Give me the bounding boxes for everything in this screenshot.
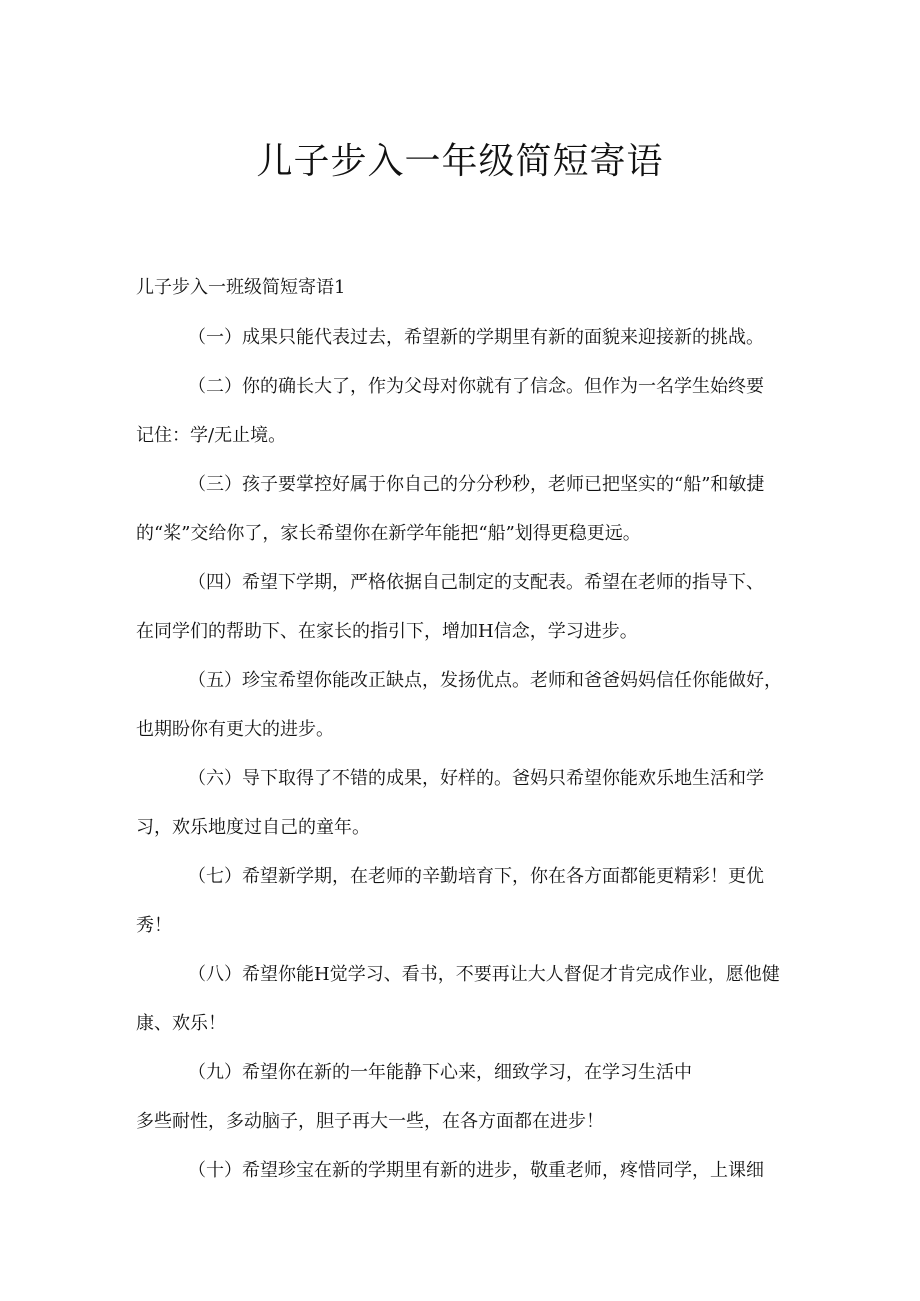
paragraph-line: （七）希望新学期，在老师的辛勤培育下，你在各方面都能更精彩！更优 (188, 866, 764, 887)
paragraph-line: 习，欢乐地度过自己的童年。 (136, 817, 370, 838)
paragraph-line: （一）成果只能代表过去，希望新的学期里有新的面貌来迎接新的挑战。 (188, 327, 764, 348)
paragraph-line: 的“桨”交给你了，家长希望你在新学年能把“船”划得更稳更远。 (136, 523, 641, 544)
paragraph-line: 记住：学/无止境。 (136, 425, 287, 446)
paragraph-line: （二）你的确长大了，作为父母对你就有了信念。但作为一名学生始终要 (188, 376, 764, 397)
paragraph-line: （九）希望你在新的一年能静下心来，细致学习，在学习生活中 (188, 1062, 692, 1083)
paragraph-line: （十）希望珍宝在新的学期里有新的进步，敬重老师，疼惜同学，上课细 (188, 1160, 764, 1181)
paragraph-line: 多些耐性，多动脑子，胆子再大一些，在各方面都在进步！ (136, 1111, 604, 1132)
paragraph-line: 在同学们的帮助下、在家长的指引下，增加H信念，学习进步。 (136, 621, 638, 642)
paragraph-line: （三）孩子要掌控好属于你自己的分分秒秒，老师已把坚实的“船”和敏捷 (188, 474, 765, 495)
paragraph-line: （五）珍宝希望你能改正缺点，发扬优点。老师和爸爸妈妈信任你能做好， (188, 670, 782, 691)
paragraph-line: （六）导下取得了不错的成果，好样的。爸妈只希望你能欢乐地生活和学 (188, 768, 764, 789)
paragraph-line: 也期盼你有更大的进步。 (136, 719, 334, 740)
paragraph-line: 康、欢乐！ (136, 1013, 226, 1034)
page-title: 儿子步入一年级简短寄语 (256, 141, 664, 182)
section-heading: 儿子步入一班级简短寄语1 (136, 277, 346, 298)
paragraph-line: （八）希望你能H觉学习、看书，不要再让大人督促才肯完成作业，愿他健 (188, 964, 780, 985)
paragraph-line: 秀！ (136, 915, 172, 936)
paragraph-line: （四）希望下学期，严格依据自己制定的支配表。希望在老师的指导下、 (188, 572, 764, 593)
